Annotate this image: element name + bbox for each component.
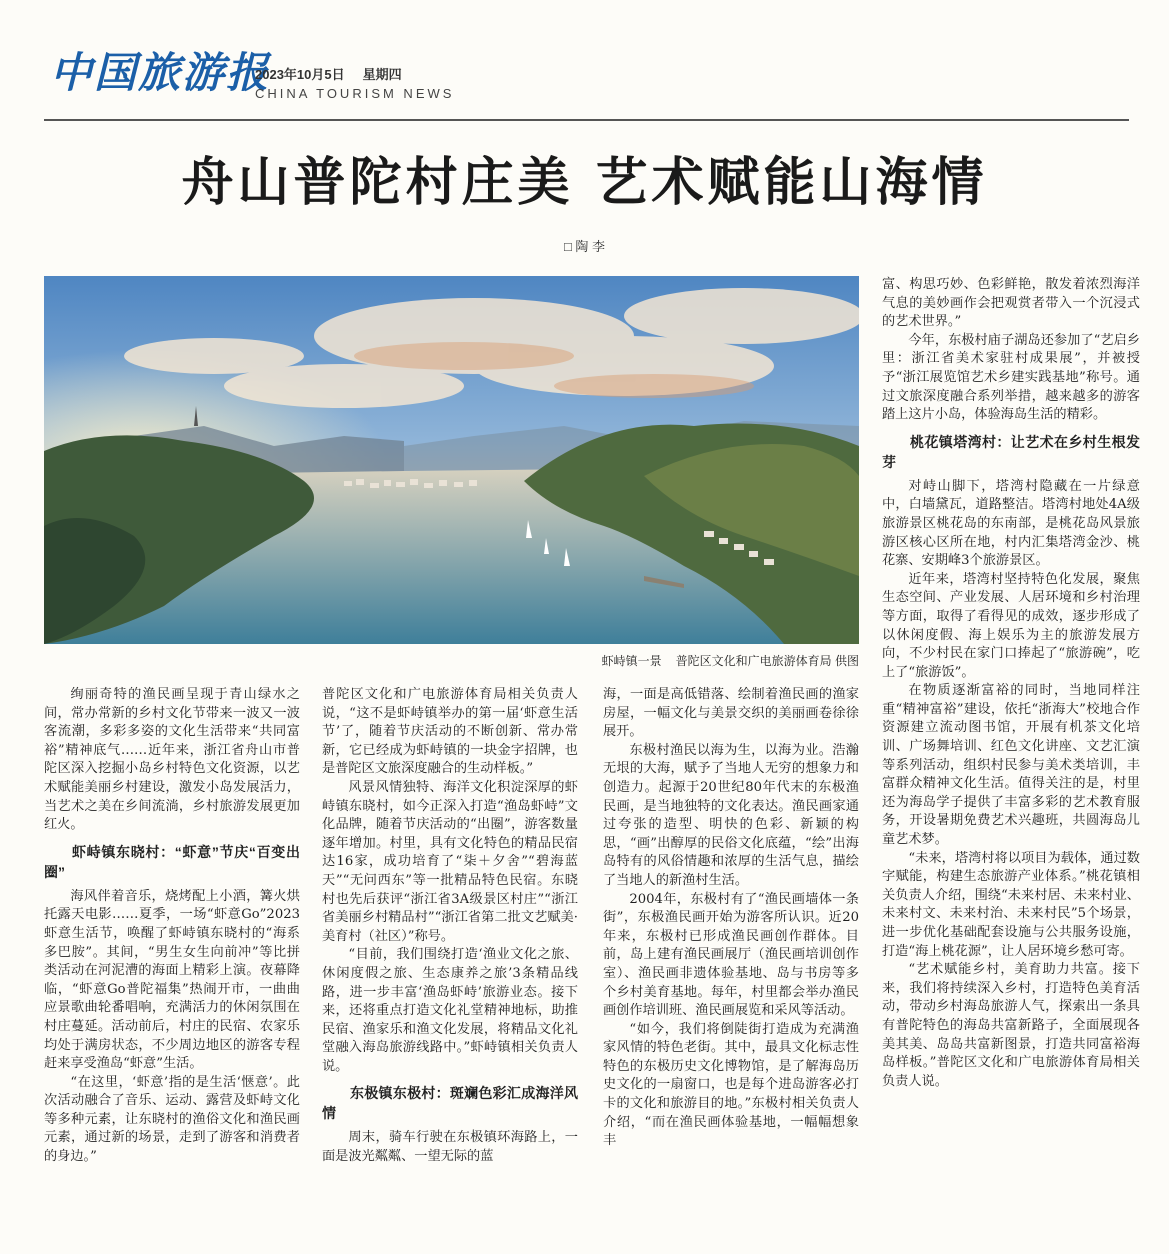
body-paragraph: 海风伴着音乐，烧烤配上小酒，篝火烘托露天电影……夏季，一场“虾意Go”2023虾意生活节，唤醒了虾峙镇东晓村的“海系多巴胺”。其间，“男生女生向前冲”等比拼类活动在河泥漕的海面上精彩上演。夜幕降临，“虾意Go普陀福集”热闹开市，一曲曲应景歌曲轮番唱响，充满活力的休闲氛围在村庄蔓延。活动前后，村庄的民宿、农家乐均处于满房状态，不少周边地区的游客专程赶来享受渔岛“虾意”生活。 [44, 888, 300, 1072]
byline: □ 陶 李 [563, 239, 606, 254]
body-paragraph: 近年来，塔湾村坚持特色化发展，聚焦生态空间、产业发展、人居环境和乡村治理等方面，取得了看得见的成效，逐步形成了以休闲度假、海上娱乐为主的旅游发展方向，不少村民在家门口捧起了“旅游碗”，吃上了“旅游饭”。 [882, 571, 1140, 680]
body-paragraph: 今年，东极村庙子湖岛还参加了“艺启乡里：浙江省美术家驻村成果展”，并被授予“浙江展览馆艺术乡建实践基地”称号。通过文旅深度融合系列举措，越来越多的游客踏上这片小岛，体验海岛生活的精彩。 [882, 332, 1140, 423]
section-heading: 虾峙镇东晓村：“虾意”节庆“百变出圈” [44, 843, 300, 880]
headline: 舟山普陀村庄美 艺术赋能山海情 [181, 152, 988, 213]
body-paragraph: “如今，我们将倒陡街打造成为充满渔家风情的特色老街。其中，最具文化标志性特色的东极历史文化博物馆，是了解海岛历史文化的一扇窗口，也是每个进岛游客必打卡的文化和旅游目的地。”东极村相关负责人介绍，“而在渔民画体验基地，一幅幅想象丰 [603, 1021, 859, 1149]
photo-caption [44, 652, 859, 669]
body-paragraph: “在这里，‘虾意’指的是生活‘惬意’。此次活动融合了音乐、运动、露营及虾峙文化等多种元素，让东晓村的渔俗文化和渔民画元素，通过新的场景，走到了游客和消费者的身边。” [44, 1074, 300, 1165]
section-heading: 东极镇东极村：斑斓色彩汇成海洋风情 [322, 1085, 578, 1122]
body-paragraph: 普陀区文化和广电旅游体育局相关负责人说，“这不是虾峙镇举办的第一届‘虾意生活节’了，随着节庆活动的不断创新、常办常新，它已经成为虾峙镇的一块金字招牌，也是普陀区文旅深度融合的生动样板。” [322, 687, 578, 777]
body-paragraph: 海，一面是高低错落、绘制着渔民画的渔家房屋，一幅文化与美景交织的美丽画卷徐徐展开。 [603, 687, 859, 740]
newspaper-logo: 中国旅游报 [50, 48, 271, 97]
article-column-2 [322, 686, 578, 1238]
body-paragraph: 绚丽奇特的渔民画呈现于青山绿水之间，常办常新的乡村文化节带来一波又一波客流潮，多彩多姿的文化生活带来“共同富裕”精神底气……近年来，浙江省舟山市普陀区深入挖掘小岛乡村特色文化资源，以艺术赋能美丽乡村建设，激发小岛发展活力，当艺术之美在乡间流淌，乡村旅游发展更加红火。 [44, 687, 300, 833]
body-paragraph: 周末，骑车行驶在东极镇环海路上，一面是波光粼粼、一望无际的蓝 [322, 1130, 578, 1165]
body-paragraph: 在物质逐渐富裕的同时，当地同样注重“精神富裕”建设，依托“浙海大”校地合作资源建立流动图书馆，开展有机茶文化培训、广场舞培训、红色文化讲座、文艺汇演等系列活动，组织村民参与美术类培训，丰富群众精神文化生活。值得关注的是，村里还为海岛学子提供了丰富多彩的艺术教育服务，开设暑期免费艺术兴趣班，共圆海岛儿童艺术梦。 [882, 683, 1140, 848]
english-name: CHINA TOURISM NEWS [255, 86, 455, 101]
coastal-village-photo [44, 276, 859, 644]
article-column-1 [44, 686, 300, 1238]
body-paragraph: “艺术赋能乡村，美育助力共富。接下来，我们将持续深入乡村，打造特色美育活动，带动乡村海岛旅游人气，探索出一条具有普陀特色的海岛共富新路子，全面展现各美其美、岛岛共富新图景，打造共同富裕海岛样板。”普陀区文化和广电旅游体育局相关负责人说。 [882, 962, 1140, 1089]
masthead-rule [44, 119, 1129, 121]
issue-weekday: 星期四 [362, 67, 402, 82]
body-paragraph: 对峙山脚下，塔湾村隐藏在一片绿意中，白墙黛瓦，道路整洁。塔湾村地处4A级旅游景区桃花岛的东南部，是桃花岛风景旅游区核心区所在地，村内汇集塔湾金沙、桃花寨、安期峰3个旅游景区。 [882, 478, 1140, 569]
body-paragraph: 风景风情独特、海洋文化积淀深厚的虾峙镇东晓村，如今正深入打造“渔岛虾峙”文化品牌，随着节庆活动的“出圈”，游客数量逐年增加。村里，具有文化特色的精品民宿达16家，成功培育了“柒＋夕舍”“碧海蓝天”“无问西东”等一批精品特色民宿。东晓村也先后获评“浙江省3A级景区村庄”“浙江省美丽乡村精品村”“浙江省第二批文艺赋美·美育村（社区）”称号。 [322, 779, 578, 944]
body-paragraph: 2004年，东极村有了“渔民画墙体一条街”，东极渔民画开始为游客所认识。近20年来，东极村已形成渔民画创作群体。目前，岛上建有渔民画展厅（渔民画培训创作室）、渔民画非遗体验基地、岛与书房等多个乡村美育基地。每年，村里都会举办渔民画创作培训班、渔民画展览和采风等活动。 [603, 891, 859, 1019]
body-paragraph: 富、构思巧妙、色彩鲜艳，散发着浓烈海洋气息的美妙画作会把观赏者带入一个沉浸式的艺术世界。” [882, 277, 1140, 330]
article-column-3 [603, 686, 859, 1238]
dateline [255, 64, 420, 83]
section-heading: 桃花镇塔湾村：让艺术在乡村生根发芽 [882, 433, 1140, 470]
issue-date: 2023年10月5日 [255, 67, 345, 82]
caption-place: 虾峙镇一景 [601, 654, 662, 668]
body-paragraph: “未来，塔湾村将以项目为载体，通过数字赋能，构建生态旅游产业体系。”桃花镇相关负责人介绍，围绕“未来村居、未来村业、未来村文、未来村治、未来村民”5个场景，进一步优化基础配套设施与公共服务设施，打造“海上桃花源”，让人居环境乡愁可寄。 [882, 850, 1140, 959]
caption-credit: 普陀区文化和广电旅游体育局 供图 [675, 654, 859, 668]
masthead [44, 40, 1129, 112]
article-column-4 [882, 276, 1140, 1236]
body-paragraph: 东极村渔民以海为生，以海为业。浩瀚无垠的大海，赋予了当地人无穷的想象力和创造力。起源于20世纪80年代末的东极渔民画，是当地独特的文化表达。渔民画家通过夸张的造型、明快的色彩、新颖的构思，“画”出醇厚的民俗文化底蕴，“绘”出海岛特有的风俗情趣和浓厚的生活气息，描绘了当地人的新渔村生活。 [603, 742, 859, 888]
body-paragraph: “目前，我们围绕打造‘渔业文化之旅、休闲度假之旅、生态康养之旅’3条精品线路，进一步丰富‘渔岛虾峙’旅游业态。接下来，还将重点打造文化礼堂精神地标，助推民宿、渔家乐和渔文化发展，将精品文化礼堂融入海岛旅游线路中。”虾峙镇相关负责人说。 [322, 947, 578, 1074]
